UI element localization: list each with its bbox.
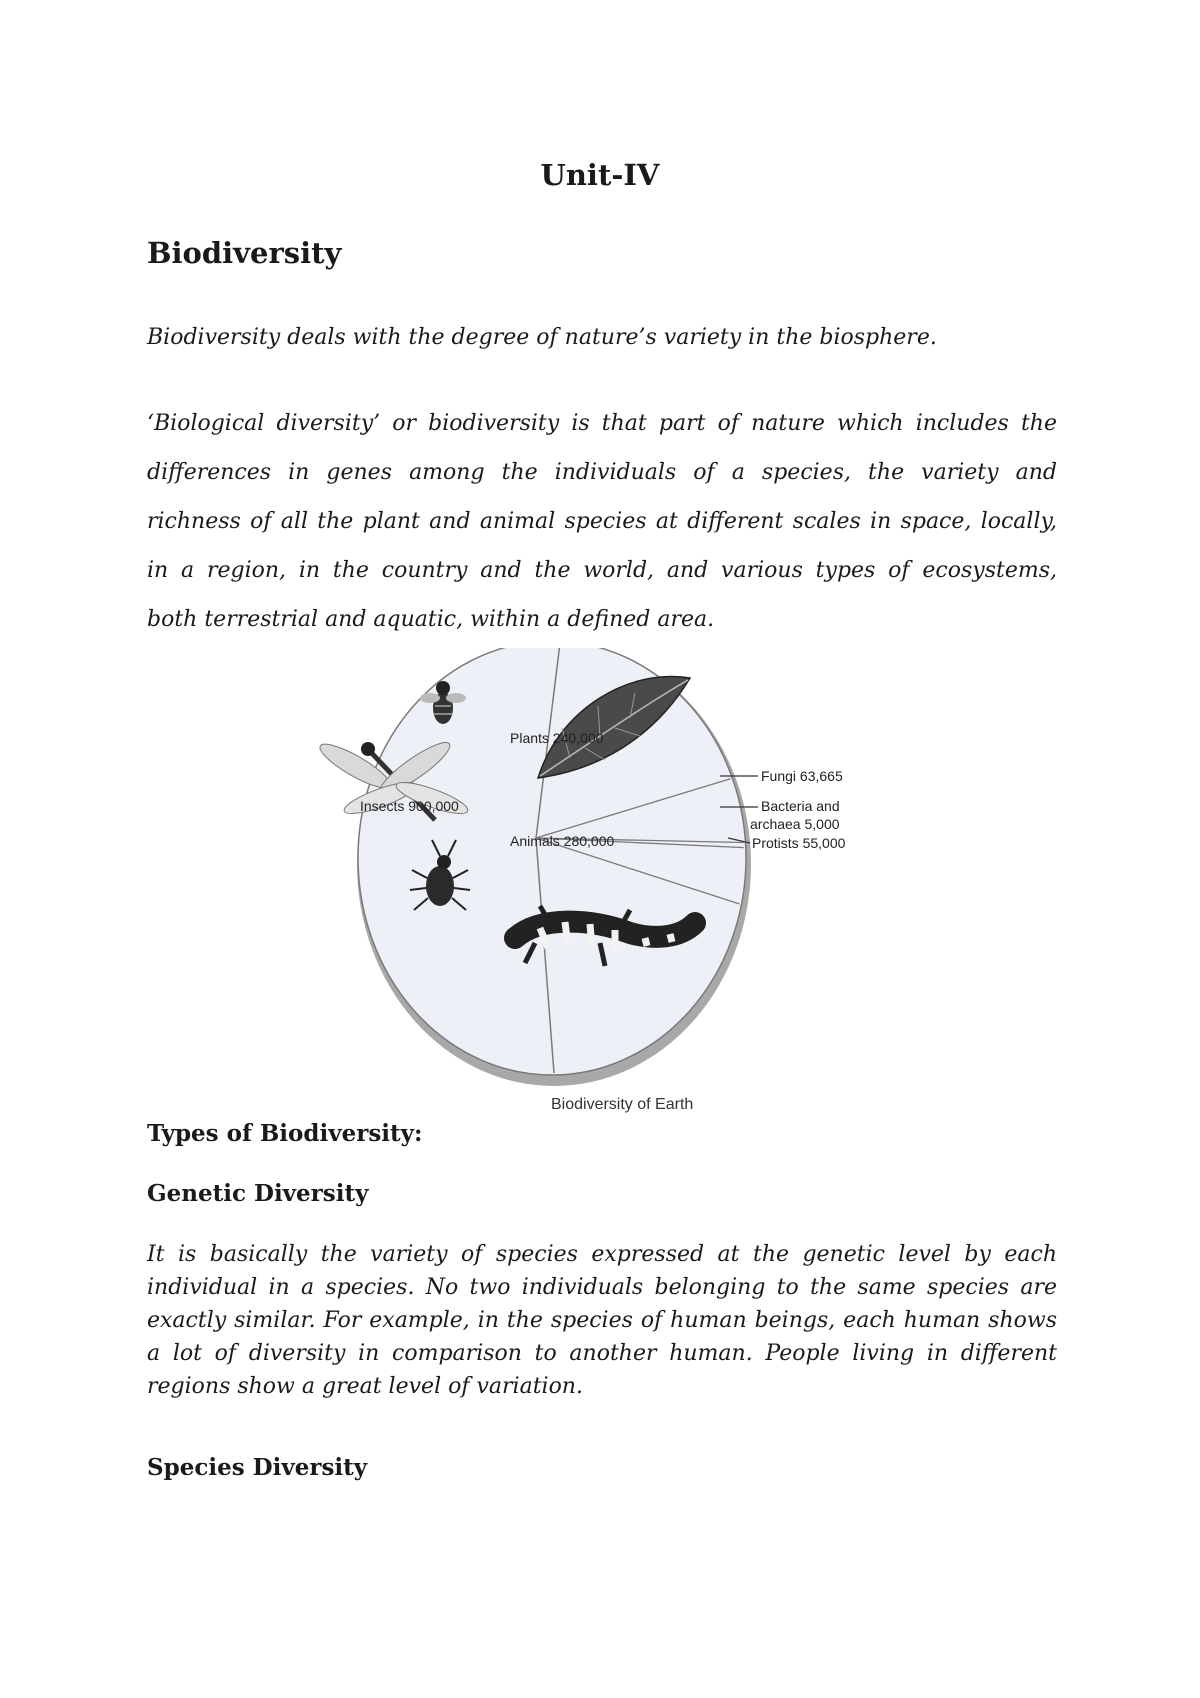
plants-label: Plants 240,000 <box>510 730 604 746</box>
definition-line: differences in genes among the individuals of a species, the variety and <box>147 460 1057 485</box>
chart-caption: Biodiversity of Earth <box>551 1096 694 1113</box>
types-heading: Types of Biodiversity: <box>147 1120 423 1147</box>
definition-line: in a region, in the country and the world, and various types of ecosystems, <box>147 558 1057 583</box>
genetic-line: regions show a great level of variation. <box>147 1374 583 1399</box>
intro-paragraph <box>147 323 1057 353</box>
genetic-diversity-paragraph <box>147 1238 1057 1403</box>
biodiversity-heading: Biodiversity <box>147 236 342 270</box>
genetic-line: It is basically the variety of species expressed at the genetic level by each <box>147 1242 1057 1267</box>
intro-line: Biodiversity deals with the degree of nature’s variety in the biosphere. <box>147 325 937 350</box>
genetic-line: exactly similar. For example, in the species of human beings, each human shows <box>147 1308 1057 1333</box>
genetic-line: a lot of diversity in comparison to another human. People living in different <box>147 1341 1057 1366</box>
animals-label: Animals 280,000 <box>510 833 615 849</box>
genetic-diversity-heading: Genetic Diversity <box>147 1180 369 1207</box>
bacteria-label-line2: archaea 5,000 <box>750 816 840 832</box>
biodiversity-pie-figure <box>300 648 920 1118</box>
bacteria-label-line1: Bacteria and <box>761 798 840 814</box>
definition-paragraph <box>147 399 1057 644</box>
fungi-label: Fungi 63,665 <box>761 768 843 784</box>
insects-label: Insects 900,000 <box>360 798 459 814</box>
definition-line: ‘Biological diversity’ or biodiversity is that part of nature which includes the <box>147 411 1057 436</box>
species-diversity-heading: Species Diversity <box>147 1454 368 1481</box>
unit-title: Unit-IV <box>540 158 660 192</box>
protists-label: Protists 55,000 <box>752 835 846 851</box>
pie-chart-svg <box>300 648 920 1118</box>
definition-line: richness of all the plant and animal species at different scales in space, locally, <box>147 509 1057 534</box>
genetic-line: individual in a species. No two individuals belonging to the same species are <box>147 1275 1057 1300</box>
definition-line: both terrestrial and aquatic, within a defined area. <box>147 607 715 632</box>
